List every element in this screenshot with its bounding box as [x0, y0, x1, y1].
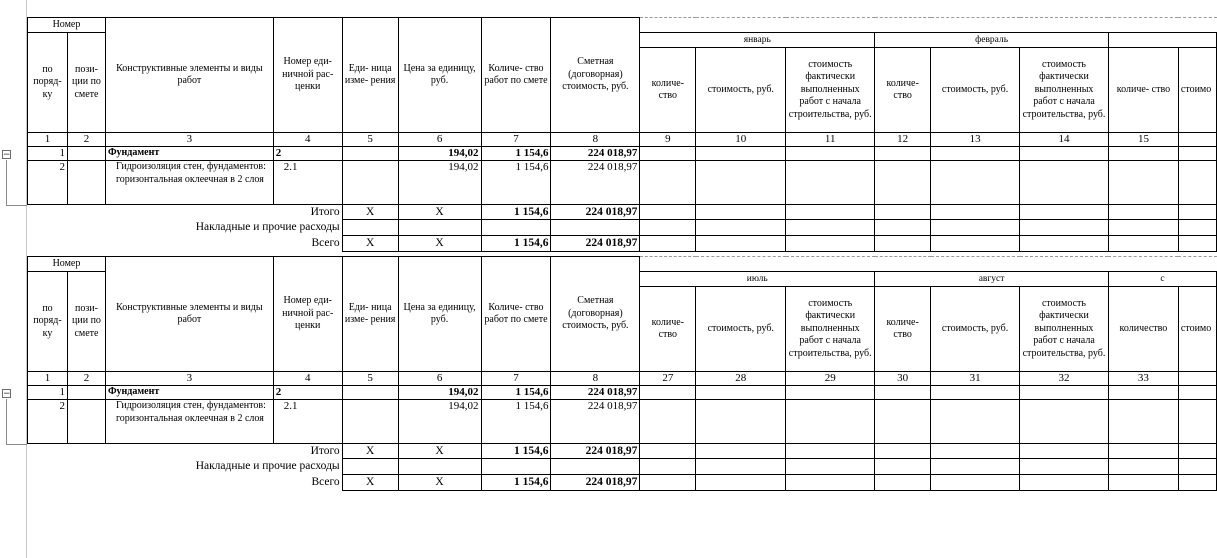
header-kolichestvo: Количе- ство работ по смете — [481, 18, 551, 133]
x-mark: X — [342, 475, 398, 491]
col-number: 10 — [696, 133, 786, 147]
row-no: 1 — [28, 147, 68, 161]
header-edinitsa: Еди- ница изме- рения — [342, 18, 398, 133]
header-m-stoimost: стоимость, руб. — [931, 287, 1020, 372]
x-mark: X — [398, 444, 481, 459]
minus-icon: − — [3, 150, 11, 160]
header-m-stoimost: стоимость, руб. — [696, 48, 786, 133]
row-cost: 224 018,97 — [551, 147, 640, 161]
header-pozitsii: пози- ции по смете — [67, 33, 105, 133]
header-m-kolichestvo: количе- ство — [875, 287, 931, 372]
column-numbers-row — [28, 133, 1217, 147]
col-number: 3 — [105, 372, 273, 386]
header-kolichestvo: Количе- ство работ по смете — [481, 257, 551, 372]
row-name: Фундамент — [105, 386, 273, 400]
header-tsena: Цена за единицу, руб. — [398, 18, 481, 133]
group-1-bracket — [6, 160, 27, 206]
col-number: 2 — [67, 372, 105, 386]
header-tsena: Цена за единицу, руб. — [398, 257, 481, 372]
col-number: 32 — [1020, 372, 1109, 386]
header-m-fakt: стоимость фактически выполненных работ с начала строительства, руб. — [786, 48, 875, 133]
row-name: Фундамент — [105, 147, 273, 161]
col-number: 3 — [105, 133, 273, 147]
total-cost: 224 018,97 — [551, 205, 640, 220]
row-price: 194,02 — [398, 400, 481, 444]
header-m-stoimost: стоимость, руб. — [931, 48, 1020, 133]
table-row — [28, 386, 1217, 400]
header-po-poryadku: по поряд- ку — [28, 33, 68, 133]
header-nomer-rastsenki: Номер еди- ничной рас- ценки — [273, 18, 342, 133]
month-label: август — [875, 272, 1109, 287]
col-number: 14 — [1020, 133, 1109, 147]
header-nomer-rastsenki: Номер еди- ничной рас- ценки — [273, 257, 342, 372]
x-mark: X — [342, 205, 398, 220]
header-spacer — [640, 257, 1217, 272]
column-numbers-row — [28, 372, 1217, 386]
month-label-empty — [1108, 33, 1216, 48]
minus-icon: − — [3, 389, 11, 399]
collapse-group-2-button[interactable] — [2, 389, 11, 398]
row-name: Гидроизоляция стен, фундаментов: горизонтальная оклеечная в 2 слоя — [105, 161, 273, 205]
col-number: 1 — [28, 133, 68, 147]
row-name: Гидроизоляция стен, фундаментов: горизонтальная оклеечная в 2 слоя — [105, 400, 273, 444]
row-price: 194,02 — [398, 161, 481, 205]
collapse-group-1-button[interactable] — [2, 150, 11, 159]
table-row — [28, 161, 1217, 205]
row-cost: 224 018,97 — [551, 400, 640, 444]
nakladnye-label: Накладные и прочие расходы — [195, 221, 340, 234]
row-code: 2 — [273, 147, 342, 161]
header-m-kolichestvo: количество — [1108, 287, 1178, 372]
col-number: 30 — [875, 372, 931, 386]
x-mark: X — [398, 236, 481, 252]
total-cost: 224 018,97 — [551, 444, 640, 459]
totals-row-vsego — [28, 475, 1217, 491]
row-qty: 1 154,6 — [481, 161, 551, 205]
col-number: 13 — [931, 133, 1020, 147]
total-cost: 224 018,97 — [551, 475, 640, 491]
outline-gutter — [0, 0, 26, 558]
col-number: 4 — [273, 133, 342, 147]
x-mark: X — [342, 236, 398, 252]
header-po-poryadku: по поряд- ку — [28, 272, 68, 372]
row-qty: 1 154,6 — [481, 147, 551, 161]
header-nomer: Номер — [28, 18, 106, 33]
col-number: 12 — [875, 133, 931, 147]
itogo-label: Итого — [310, 206, 340, 218]
row-code: 2 — [273, 386, 342, 400]
col-number: 15 — [1108, 133, 1178, 147]
col-number: 9 — [640, 133, 696, 147]
row-cost: 224 018,97 — [551, 386, 640, 400]
col-number: 5 — [342, 372, 398, 386]
header-m-stoimost-cut: стоимо — [1178, 287, 1216, 372]
col-number: 33 — [1108, 372, 1178, 386]
row-no: 1 — [28, 386, 68, 400]
total-qty: 1 154,6 — [481, 205, 551, 220]
col-number: 4 — [273, 372, 342, 386]
month-label: январь — [640, 33, 875, 48]
row-code: 2.1 — [273, 400, 342, 444]
month-label: июль — [640, 272, 875, 287]
col-number: 2 — [67, 133, 105, 147]
row-no: 2 — [28, 161, 68, 205]
col-number: 7 — [481, 372, 551, 386]
totals-row-nakladnye — [28, 220, 1217, 236]
col-number: 8 — [551, 133, 640, 147]
estimate-table-2 — [27, 256, 1217, 491]
row-no: 2 — [28, 400, 68, 444]
total-qty: 1 154,6 — [481, 444, 551, 459]
x-mark: X — [398, 475, 481, 491]
estimate-table-1 — [27, 17, 1217, 252]
header-elements: Конструктивные элементы и виды работ — [105, 18, 273, 133]
col-number: 8 — [551, 372, 640, 386]
col-number: 11 — [786, 133, 875, 147]
header-m-stoimost: стоимость, руб. — [696, 287, 786, 372]
col-number: 7 — [481, 133, 551, 147]
x-mark: X — [398, 205, 481, 220]
totals-row-vsego — [28, 236, 1217, 252]
x-mark: X — [342, 444, 398, 459]
row-price: 194,02 — [398, 386, 481, 400]
header-spacer — [640, 18, 1217, 33]
header-elements: Конструктивные элементы и виды работ — [105, 257, 273, 372]
header-m-kolichestvo: количе- ство — [1108, 48, 1178, 133]
header-pozitsii: пози- ции по смете — [67, 272, 105, 372]
month-label: февраль — [875, 33, 1109, 48]
header-smetnaya: Сметная (договорная) стоимость, руб. — [551, 257, 640, 372]
col-number: 1 — [28, 372, 68, 386]
col-number: 5 — [342, 133, 398, 147]
group-2-bracket — [6, 399, 27, 445]
header-smetnaya: Сметная (договорная) стоимость, руб. — [551, 18, 640, 133]
header-m-kolichestvo: количе- ство — [875, 48, 931, 133]
row-price: 194,02 — [398, 147, 481, 161]
row-qty: 1 154,6 — [481, 386, 551, 400]
vsego-label: Всего — [311, 237, 340, 250]
header-m-stoimost-cut: стоимо — [1178, 48, 1216, 133]
header-m-kolichestvo: количе- ство — [640, 48, 696, 133]
totals-row-nakladnye — [28, 459, 1217, 475]
col-number: 28 — [696, 372, 786, 386]
col-number: 27 — [640, 372, 696, 386]
header-m-fakt: стоимость фактически выполненных работ с начала строительства, руб. — [1020, 287, 1109, 372]
vsego-label: Всего — [311, 476, 340, 489]
month-label-cut: с — [1108, 272, 1216, 287]
itogo-label: Итого — [310, 445, 340, 457]
col-number: 29 — [786, 372, 875, 386]
total-cost: 224 018,97 — [551, 236, 640, 252]
row-code: 2.1 — [273, 161, 342, 205]
header-m-fakt: стоимость фактически выполненных работ с начала строительства, руб. — [786, 287, 875, 372]
nakladnye-label: Накладные и прочие расходы — [195, 460, 340, 473]
row-cost: 224 018,97 — [551, 161, 640, 205]
col-number: 31 — [931, 372, 1020, 386]
header-edinitsa: Еди- ница изме- рения — [342, 257, 398, 372]
total-qty: 1 154,6 — [481, 475, 551, 491]
header-nomer: Номер — [28, 257, 106, 272]
table-row — [28, 400, 1217, 444]
col-number: 6 — [398, 372, 481, 386]
total-qty: 1 154,6 — [481, 236, 551, 252]
totals-row-itogo — [28, 444, 1217, 459]
col-number: 6 — [398, 133, 481, 147]
row-qty: 1 154,6 — [481, 400, 551, 444]
table-row — [28, 147, 1217, 161]
header-m-kolichestvo: количе- ство — [640, 287, 696, 372]
totals-row-itogo — [28, 205, 1217, 220]
header-m-fakt: стоимость фактически выполненных работ с начала строительства, руб. — [1020, 48, 1109, 133]
